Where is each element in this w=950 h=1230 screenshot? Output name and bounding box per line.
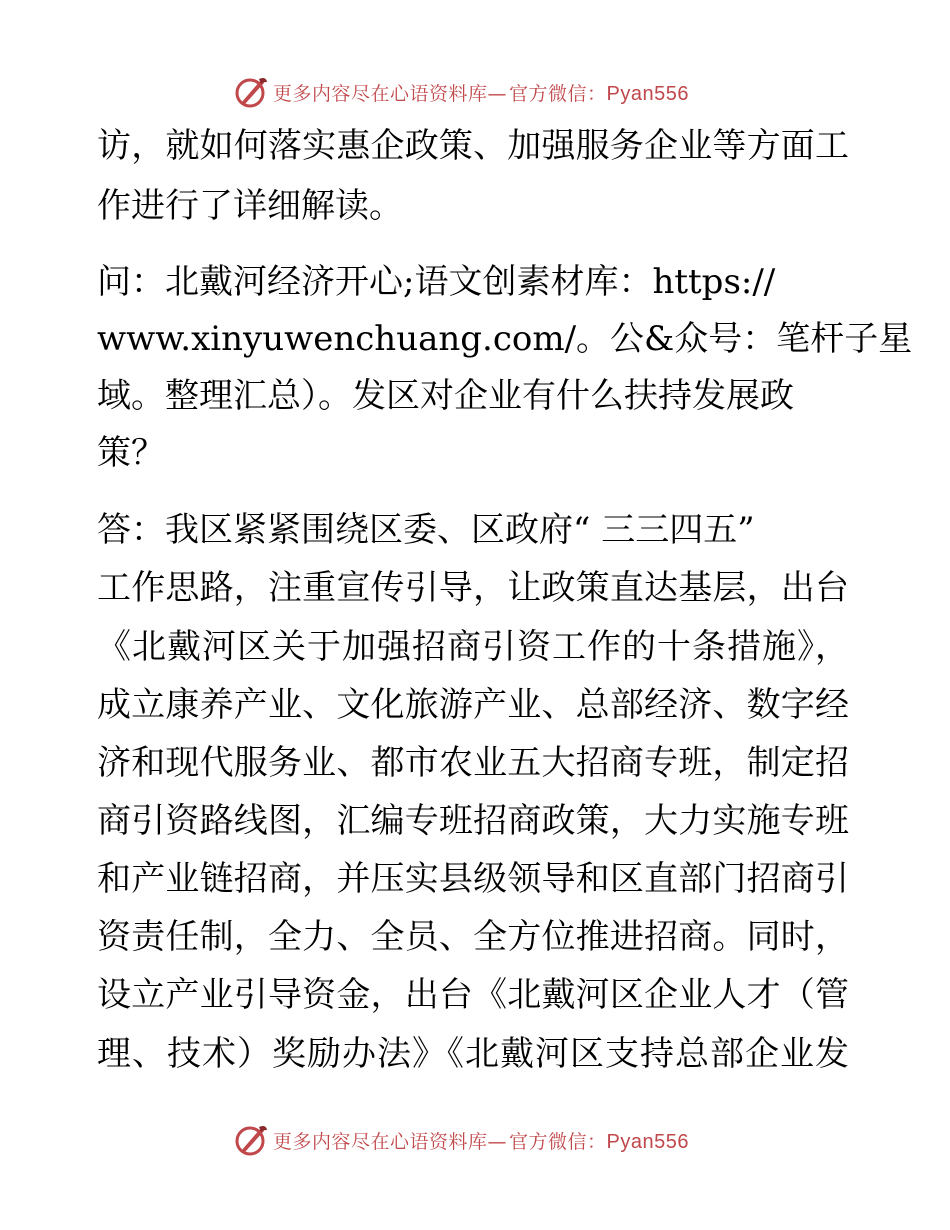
header-watermark	[233, 74, 689, 110]
text-line: 工作思路，注重宣传引导，让政策直达基层，出台	[97, 568, 849, 608]
quill-logo-icon	[233, 1122, 269, 1158]
watermark-wechat-id: Pyan556	[606, 1130, 689, 1153]
text-line: 资责任制，全力、全员、全方位推进招商。同时，	[97, 917, 849, 957]
text-line: 问：北戴河经济开心;语文创素材库：https://	[97, 262, 776, 302]
watermark-wechat-label: 官方微信：	[509, 1130, 607, 1153]
text-line: 商引资路线图，汇编专班招商政策，大力实施专班	[97, 801, 849, 841]
text-line: 作进行了详细解读。	[97, 186, 403, 226]
text-line: www.xinyuwenchuang.com/。公&众号：笔杆子星	[97, 319, 913, 359]
watermark-text	[273, 1127, 689, 1154]
watermark-site: 更多内容尽在心语资料库	[273, 1130, 488, 1153]
text-line: 理、技术）奖励办法》《北戴河区支持总部企业发	[97, 1034, 849, 1074]
text-line: 和产业链招商，并压实县级领导和区直部门招商引	[97, 859, 849, 899]
text-line: 域。整理汇总）。发区对企业有什么扶持发展政	[97, 376, 794, 416]
text-line: 访，就如何落实惠企政策、加强服务企业等方面工	[97, 126, 849, 166]
watermark-text	[273, 79, 689, 106]
text-line: 答：我区紧紧围绕区委、区政府“ 三三四五”	[97, 510, 755, 550]
watermark-wechat-label: 官方微信：	[509, 82, 607, 105]
watermark-wechat-id: Pyan556	[606, 82, 689, 105]
text-line: 《北戴河区关于加强招商引资工作的十条措施》，	[97, 627, 849, 667]
text-line: 策？	[97, 433, 165, 473]
watermark-site: 更多内容尽在心语资料库	[273, 82, 488, 105]
text-line: 设立产业引导资金，出台《北戴河区企业人才（管	[97, 975, 849, 1015]
footer-watermark	[233, 1122, 689, 1158]
watermark-dash: —	[487, 1130, 508, 1153]
watermark-dash: —	[487, 82, 508, 105]
quill-logo-icon	[233, 74, 269, 110]
text-line: 成立康养产业、文化旅游产业、总部经济、数字经	[97, 685, 849, 725]
text-line: 济和现代服务业、都市农业五大招商专班，制定招	[97, 743, 849, 783]
